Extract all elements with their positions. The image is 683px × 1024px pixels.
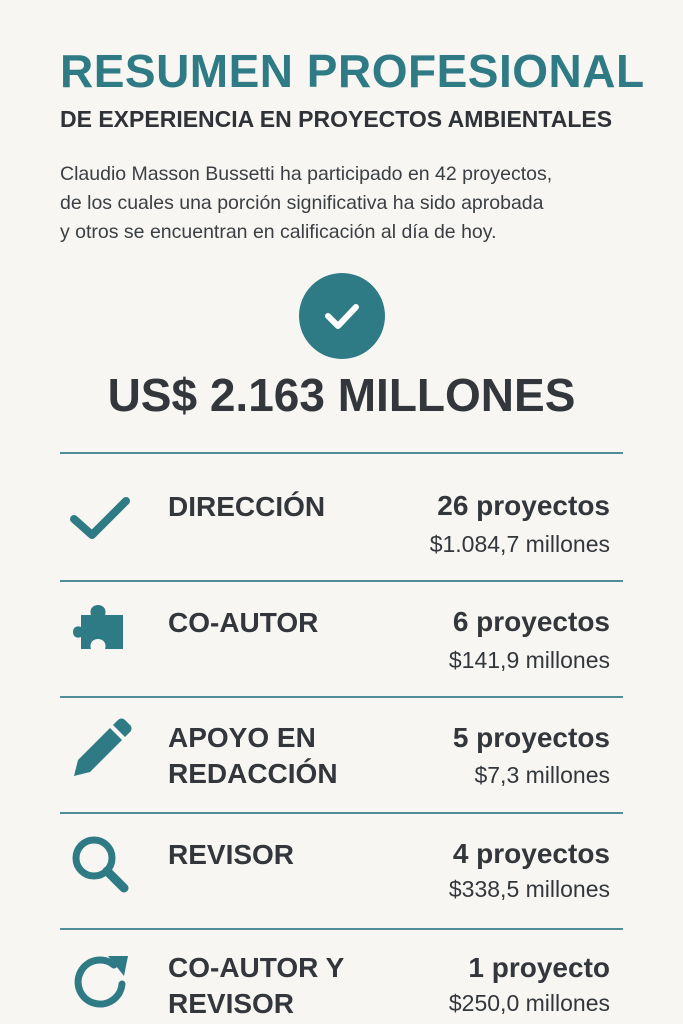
divider [60, 696, 623, 698]
role-count: 4 proyectos [452, 838, 610, 869]
checkmark-icon [66, 484, 134, 552]
role-count: 5 proyectos [452, 722, 610, 753]
magnifier-icon [66, 830, 134, 898]
page-subtitle: DE EXPERIENCIA EN PROYECTOS AMBIENTALES [60, 106, 613, 132]
check-circle-icon [299, 273, 385, 359]
page-title: RESUMEN PROFESIONAL [60, 45, 645, 97]
puzzle-piece-icon [66, 594, 134, 662]
divider [60, 928, 623, 930]
pencil-icon [66, 716, 134, 784]
role-amount: $7,3 millones [474, 762, 610, 788]
role-label: CO-AUTOR Y REVISOR [168, 952, 345, 1019]
refresh-arrow-icon [66, 946, 134, 1014]
divider [60, 580, 623, 582]
role-label: REVISOR [168, 839, 295, 870]
role-amount: $141,9 millones [448, 647, 610, 673]
role-count: 6 proyectos [452, 606, 610, 637]
role-label: APOYO EN REDACCIÓN [168, 722, 338, 789]
divider [60, 812, 623, 814]
role-amount: $1.084,7 millones [429, 531, 610, 557]
intro-paragraph: Claudio Masson Bussetti ha participado en 42 proyectos, de los cuales una porción significativa ha sido aprobada y otros se encuentran en calificación al día de hoy. [60, 163, 553, 243]
role-amount: $250,0 millones [448, 990, 610, 1016]
role-count: 26 proyectos [437, 490, 610, 521]
role-label: CO-AUTOR [168, 607, 319, 638]
role-label: DIRECCIÓN [168, 491, 326, 522]
total-amount: US$ 2.163 MILLONES [107, 369, 576, 421]
role-count: 1 proyecto [468, 952, 610, 983]
role-amount: $338,5 millones [448, 876, 610, 902]
divider [60, 452, 623, 454]
